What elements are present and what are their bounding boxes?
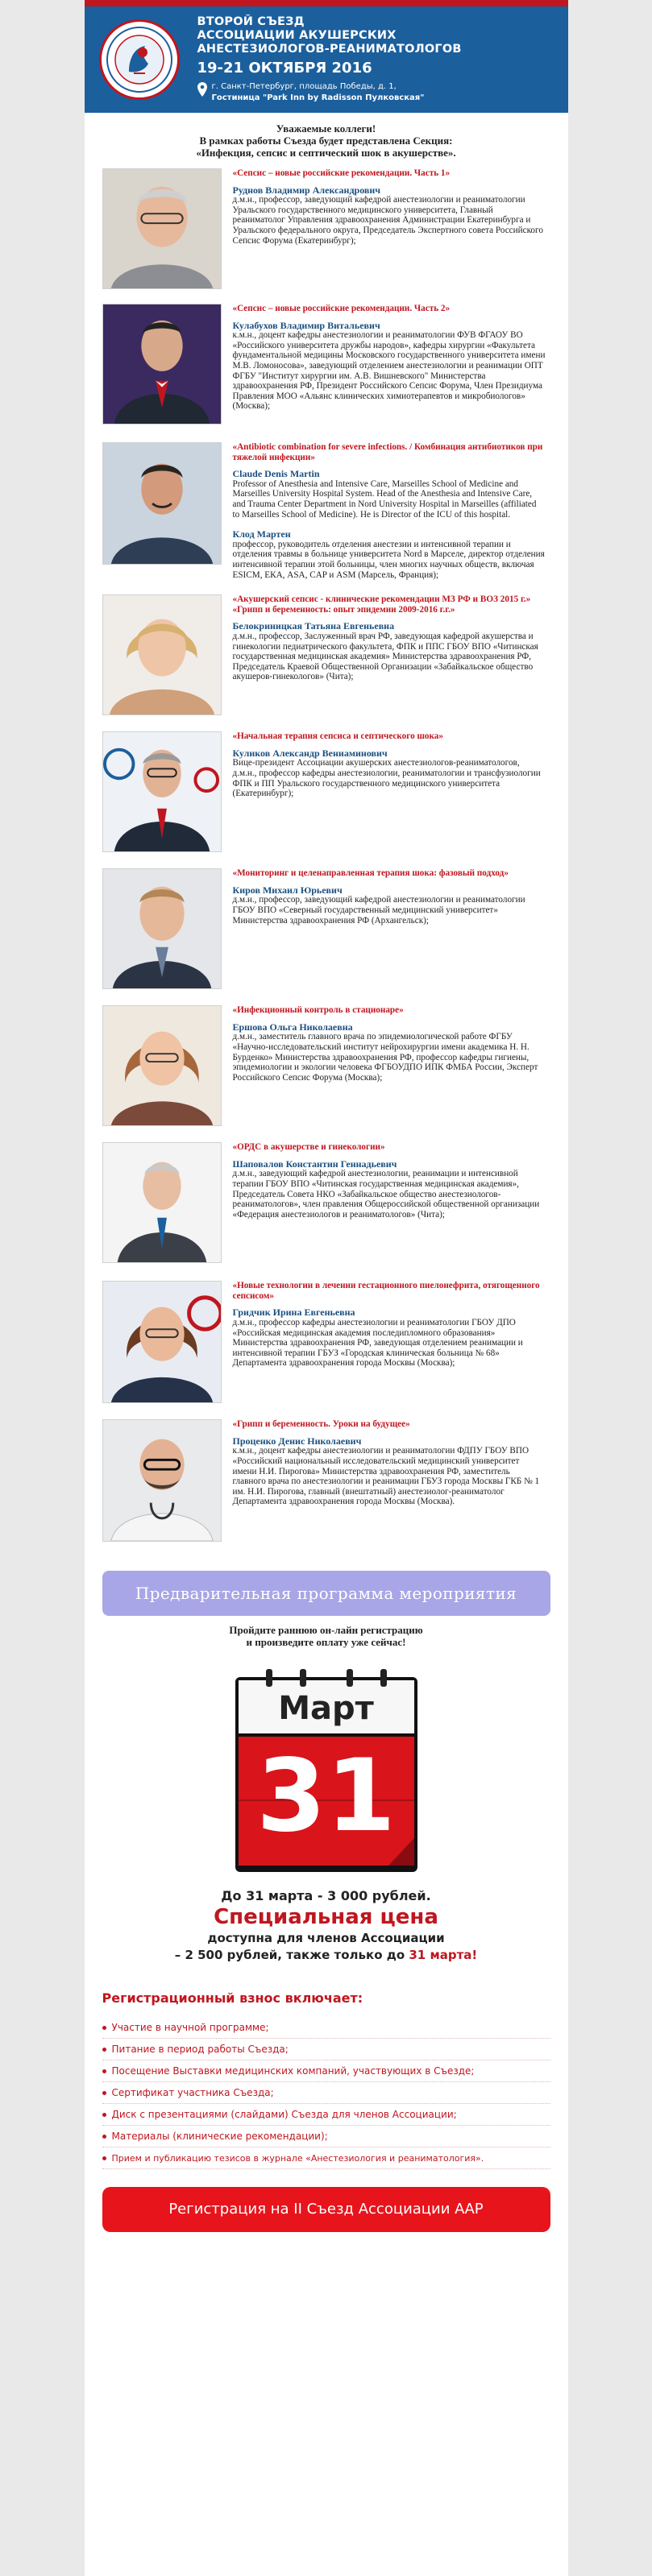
speaker-card (85, 1005, 568, 1126)
list-item (102, 2082, 550, 2104)
speaker-name: Ершова Ольга Николаевна (232, 1021, 353, 1033)
speaker-bio: д.м.н., профессор, заведующий кафедрой анестезиологии и реаниматологии ГБОУ ВПО «Северный государственный медицинский университет» Министерства здравоохранения РФ (Архангельск); (232, 895, 525, 926)
fee-title: Регистрационный взнос включает: (102, 1990, 363, 2007)
speaker-card (85, 594, 568, 715)
special-price-amount (85, 1948, 568, 1963)
fee-item-label: Участие в научной программе; (111, 2022, 269, 2034)
list-item (102, 2104, 550, 2126)
talk-topic: «Antibiotic combination for severe infections. / Комбинация антибиотиков при тяжелой инфекции» (232, 442, 543, 462)
speaker-card (85, 304, 568, 425)
speaker-bio: д.м.н., профессор, заведующий кафедрой анестезиологии и реаниматологии Уральского государственного медицинского университета, Главный реаниматолог Управления здравоохранения Администрации Екатеринбурга и Уральского федерального округа, Председатель Экспертного совета Российского Сепсис Форума (Екатеринбург); (232, 195, 543, 246)
bullet-icon (102, 2113, 106, 2117)
speaker-card (85, 1142, 568, 1263)
speaker-photo (102, 594, 222, 715)
speaker-card (85, 731, 568, 852)
talk-topic: «Мониторинг и целенаправленная терапия шока: фазовый подход» (232, 868, 509, 879)
list-item (102, 2017, 550, 2039)
speaker-photo (102, 1281, 222, 1403)
bullet-icon (102, 2069, 106, 2073)
special-price-text: – 2 500 рублей, также только до (174, 1948, 409, 1963)
speaker-bio: д.м.н., заведующий кафедрой анестезиологии, реанимации и интенсивной терапии ГБОУ ВПО «Читинская государственная медицинская академия», Председатель Совета НКО «Забайкальское общество анестезиологов-реаниматологов», член правления Общероссийской общественной организации «Федерация анестезиологов и реаниматологов» (Чита); (232, 1169, 540, 1220)
talk-topic: «Новые технологии в лечении гестационного пиелонефрита, отягощенного сепсисом» (232, 1281, 540, 1301)
calendar-month: Март (278, 1690, 374, 1728)
talk-topic: «ОРДС в акушерстве и гинекологии» (232, 1142, 385, 1153)
speaker-name: Руднов Владимир Александрович (232, 184, 381, 196)
reg-call-line-1: Пройдите раннюю он-лайн регистрацию (229, 1624, 423, 1637)
fee-item-label: Посещение Выставки медицинских компаний, участвующих в Съезде; (111, 2065, 475, 2077)
price-block (85, 1888, 568, 1963)
speaker-name: Куликов Александр Вениаминович (232, 747, 388, 759)
speaker-name-ru: Клод Мартен (232, 528, 291, 540)
fee-list (102, 2017, 550, 2169)
speaker-bio: к.м.н., доцент кафедры анестезиологии и реаниматологии ФУВ ФГАОУ ВО «Российского университета дружбы народов», кафедры хирургии «Факультета фундаментальной медицины Московского государственного университета имени М.В. Ломоносова», заведующий отделением анестезиологии и реанимации ОПТ ФГБУ "Институт хирургии им. А.В. Вишневского" Министерства здравоохранения РФ, Президент Российского Сепсис Форума, Член Президиума Правления МОО «Альянс клинических химиотерапевтов и микробиологов» (Москва); (232, 330, 546, 412)
venue-hotel: Гостиница "Park Inn by Radisson Пулковская" (211, 93, 425, 102)
speaker-card (85, 168, 568, 289)
greeting: Уважаемые коллеги! (276, 122, 376, 135)
speaker-name: Кулабухов Владимир Витальевич (232, 319, 380, 331)
calendar-graphic (230, 1666, 422, 1875)
intro-text (85, 113, 568, 167)
congress-dates: 19-21 ОКТЯБРЯ 2016 (197, 60, 372, 77)
map-pin-icon (197, 82, 207, 101)
venue-block (197, 81, 462, 104)
talk-topic: «Грипп и беременность. Уроки на будущее» (232, 1419, 410, 1430)
bullet-icon (102, 2048, 106, 2052)
price-regular: До 31 марта - 3 000 рублей. (221, 1888, 431, 1904)
fee-item-label: Материалы (клинические рекомендации); (111, 2131, 328, 2143)
speaker-bio: к.м.н., доцент кафедры анестезиологии и реаниматологии ФДПУ ГБОУ ВПО «Российский национальный исследовательский медицинский университет имени Н.И. Пирогова» Министерства здравоохранения РФ, заместитель главного врача по анестезиологии и реанимации ГБУЗ города Москвы ГКБ № 1 им. Н.И. Пирогова, главный (внештатный) анестезиолог-реаниматолог Департамента здравоохранения города Москвы (Москва). (232, 1446, 540, 1507)
talk-topic: «Начальная терапия сепсиса и септического шока» (232, 731, 443, 742)
speaker-photo (102, 442, 222, 565)
special-price-deadline: 31 марта! (409, 1948, 478, 1963)
speaker-photo (102, 304, 222, 425)
bullet-icon (102, 2091, 106, 2095)
speaker-photo (102, 731, 222, 852)
venue-address: г. Санкт-Петербург, площадь Победы, д. 1, (211, 82, 397, 91)
bullet-icon (102, 2135, 106, 2139)
fee-item-label: Питание в период работы Съезда; (111, 2044, 289, 2056)
email-sheet (85, 0, 568, 2576)
speaker-photo (102, 868, 222, 989)
speaker-bio: Professor of Anesthesia and Intensive Care, Marseilles School of Medicine and Marseilles University Hospital System. Head of the Anesthesia and Intensive Care, and Trauma Center Department in Nord University Hospital in Marseilles (affiliated to Marseilles School of Medicine). He is Director of the ICU of this hospital. (232, 478, 537, 520)
fee-item-label: Прием и публикацию тезисов в журнале «Анестезиология и реаниматология». (111, 2152, 484, 2164)
talk-topic: «Сепсис – новые российские рекомендации. Часть 2» (232, 304, 451, 313)
association-logo (99, 19, 180, 100)
talk-topic: «Инфекционный контроль в стационаре» (232, 1005, 404, 1016)
title-line-3: АНЕСТЕЗИОЛОГОВ-РЕАНИМАТОЛОГОВ (197, 43, 462, 56)
special-price-heading: Специальная цена (214, 1905, 438, 1930)
list-item (102, 2060, 550, 2082)
speaker-photo (102, 1142, 222, 1263)
top-accent-bar (85, 0, 568, 6)
speaker-name: Claude Denis Martin (232, 468, 320, 480)
speaker-photo (102, 1419, 222, 1542)
talk-topic: «Сепсис – новые российские рекомендации. Часть 1» (232, 168, 451, 178)
section-name: «Инфекция, сепсис и септический шок в акушерстве». (196, 147, 456, 159)
speaker-bio: д.м.н., профессор, Заслуженный врач РФ, заведующая кафедрой акушерства и гинекологии педиатрического факультета, ФПК и ППС ГБОУ ВПО «Читинская государственная медицинская академия» Министерства здравоохранения РФ, Председатель Краевой Общественной Организации «Забайкальское общество акушеров-гинекологов» (Чита); (232, 631, 538, 682)
speaker-name: Киров Михаил Юрьевич (232, 884, 343, 896)
calendar-day: 31 (256, 1738, 396, 1855)
speaker-bio-ru: профессор, руководитель отделения анестезии и интенсивной терапии и отделения травмы в больнице университета Nord в Марселе, директор отделения интенсивной терапии этой больницы, член многих научных обществ, включая ESICM, ЕКА, ASA, CAP и ASM (Марсель, Франция); (232, 539, 545, 580)
reg-call-line-2: и произведите оплату уже сейчас! (246, 1636, 406, 1649)
speaker-bio: д.м.н., профессор кафедры анестезиологии и реаниматологии ГБОУ ДПО «Российская медицинская академия последипломного образования» Министерства здравоохранения РФ, заведующая отделением реанимации и интенсивной терапии ГБУЗ «Городская клиническая больница № 68» Департамента здравоохранения города Москвы (Москва); (232, 1317, 523, 1369)
registration-call (85, 1624, 568, 1648)
speaker-photo (102, 1005, 222, 1126)
list-item (102, 2126, 550, 2147)
list-item (102, 2039, 550, 2060)
talk-topic: «Акушерский сепсис - клинические рекомендации МЗ РФ и ВОЗ 2015 г.» «Грипп и беременность: опыт эпидемии 2009-2016 г.г.» (232, 594, 531, 615)
speaker-card (85, 1281, 568, 1403)
fee-item-label: Сертификат участника Съезда; (111, 2087, 274, 2099)
list-item (102, 2147, 550, 2169)
speaker-card (85, 868, 568, 989)
fee-item-label: Диск с презентациями (слайдами) Съезда для членов Ассоциации; (111, 2109, 457, 2121)
bullet-icon (102, 2026, 106, 2030)
speaker-card (85, 442, 568, 580)
special-price-note: доступна для членов Ассоциации (207, 1931, 445, 1946)
program-button[interactable]: Предварительная программа мероприятия (102, 1571, 550, 1616)
speaker-card (85, 1419, 568, 1542)
speaker-bio: д.м.н., заместитель главного врача по эпидемиологической работе ФГБУ «Научно-исследовательский институт нейрохирургии имени академика Н. Н. Бурденко» Министерства здравоохранения РФ, профессор кафедры гигиены, эпидемиологии и экологии человека ФГБОУДПО ИПК ФМБА России, Эксперт Российского Сепсис Форума (Москва); (232, 1032, 538, 1083)
speaker-name: Проценко Денис Николаевич (232, 1435, 362, 1447)
speaker-name: Шаповалов Константин Геннадьевич (232, 1158, 397, 1170)
congress-title (197, 15, 462, 56)
speaker-name: Гридчик Ирина Евгеньевна (232, 1307, 355, 1319)
header-banner (85, 6, 568, 113)
bullet-icon (102, 2156, 106, 2160)
intro-line: В рамках работы Съезда будет представлена Секция: (199, 135, 453, 147)
speaker-name: Белокриницкая Татьяна Евгеньевна (232, 620, 395, 632)
speaker-bio: Вице-президент Ассоциации акушерских анестезиологов-реаниматологов, д.м.н., профессор кафедры анестезиологии, реаниматологии и трансфузиологии ФПК и ПП Уральского государственного медицинского университета (Екатеринбург); (232, 758, 541, 799)
register-button[interactable]: Регистрация на II Съезд Ассоциации ААР (102, 2187, 550, 2232)
title-line-2: АССОЦИАЦИИ АКУШЕРСКИХ (197, 29, 397, 42)
speaker-photo (102, 168, 222, 289)
title-line-1: ВТОРОЙ СЪЕЗД (197, 15, 305, 28)
